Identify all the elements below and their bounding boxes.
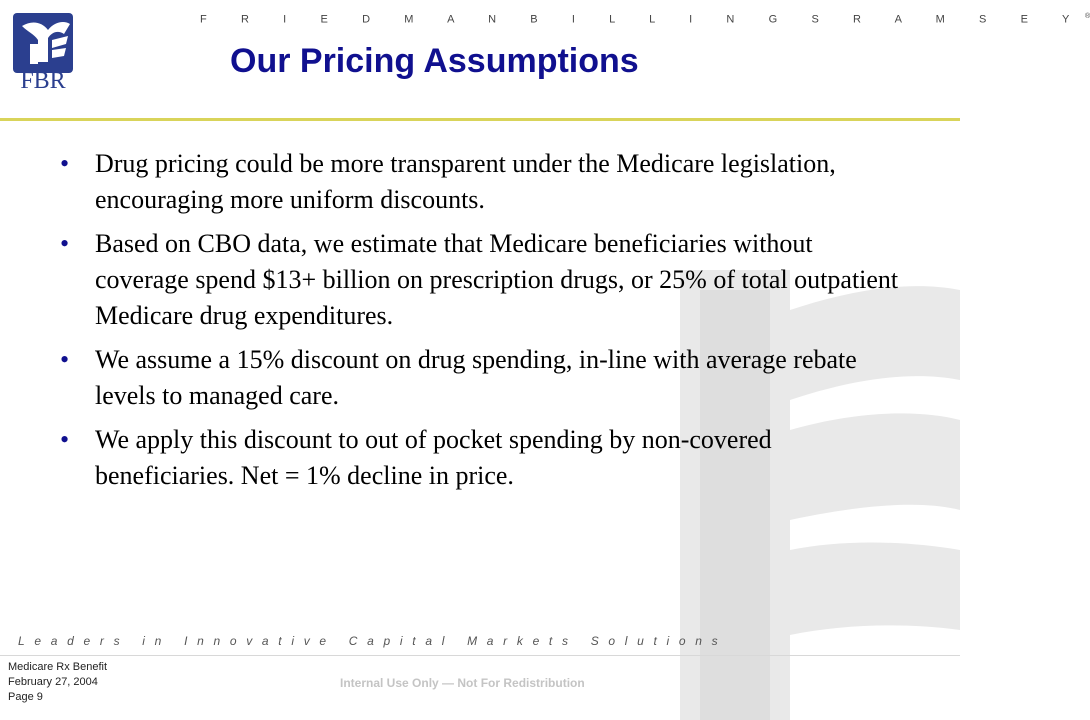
bullet-marker: • (60, 425, 70, 454)
bullet-text: We apply this discount to out of pocket spending by non-covered beneficiaries. Net = 1% decline in price. (95, 425, 772, 490)
footer-divider (0, 655, 960, 656)
footer-notice: Internal Use Only — Not For Redistribution (340, 676, 585, 690)
footer-date: February 27, 2004 (8, 676, 98, 688)
bullet-marker: • (60, 229, 70, 258)
bullet-item (60, 226, 900, 334)
bullet-list (60, 146, 900, 502)
registered-mark: ® (1084, 13, 1090, 20)
bullet-text: We assume a 15% discount on drug spending, in-line with average rebate levels to managed care. (95, 345, 857, 410)
logo-text: FBR (20, 68, 66, 94)
footer-tagline: Leaders in Innovative Capital Markets Solutions (18, 634, 728, 648)
company-name-text: F R I E D M A N B I L L I N G S R A M S E Y (200, 13, 1085, 26)
bullet-marker: • (60, 345, 70, 374)
bullet-text: Drug pricing could be more transparent under the Medicare legislation, encouraging more uniform discounts. (95, 149, 836, 214)
footer-info (8, 660, 107, 705)
slide-title: Our Pricing Assumptions (230, 42, 639, 80)
bullet-item (60, 342, 900, 414)
company-name (200, 13, 1090, 26)
title-divider (0, 118, 960, 121)
bullet-item (60, 422, 900, 494)
footer-doc-title: Medicare Rx Benefit (8, 661, 108, 673)
bullet-marker: • (60, 149, 70, 178)
footer-page-number: Page 9 (8, 691, 43, 703)
bullet-text: Based on CBO data, we estimate that Medicare beneficiaries without coverage spend $13+ billion on prescription drugs, or 25% of total outpatient Medicare drug expenditures. (95, 229, 899, 330)
bullet-item (60, 146, 900, 218)
